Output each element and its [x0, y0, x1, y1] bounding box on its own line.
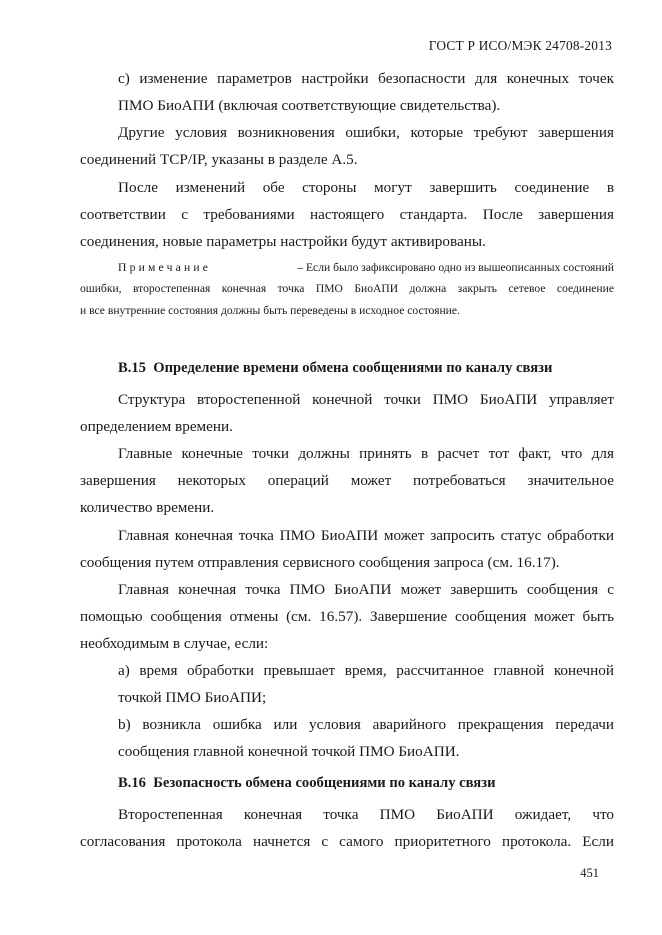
page-number: 451	[580, 866, 599, 880]
b15-paragraph-2-line-3: количество времени.	[80, 499, 215, 516]
b15-paragraph-4-line-1: Главная конечная точка ПМО БиоАПИ может завершить сообщения с	[118, 581, 614, 598]
note-line-1	[118, 261, 614, 275]
b15-paragraph-4-line-2: помощью сообщения отмены (см. 16.57). Завершение сообщения может быть	[80, 608, 614, 625]
b15-paragraph-2-line-2: завершения некоторых операций может потребоваться значительное	[80, 472, 614, 489]
running-header: ГОСТ Р ИСО/МЭК 24708-2013	[428, 38, 612, 53]
b15-item-b-line-2: сообщения главной конечной точкой ПМО БиоАПИ.	[118, 743, 460, 760]
b15-item-a-line-2: точкой ПМО БиоАПИ;	[118, 689, 267, 706]
note-line-2: ошибки, второстепенная конечная точка ПМО БиоАПИ должна закрыть сетевое соединение	[80, 282, 614, 295]
section-b16-number: B.16	[118, 775, 146, 791]
note-line-3: и все внутренние состояния должны быть переведены в исходное состояние.	[80, 304, 460, 317]
b15-paragraph-3-line-2: сообщения путем отправления сервисного сообщения запроса (см. 16.17).	[80, 554, 560, 571]
paragraph-other-errors-line-2: соединений TCP/IP, указаны в разделе А.5.	[80, 151, 358, 168]
note-label: Примечание	[118, 261, 212, 274]
b15-paragraph-2-line-1: Главные конечные точки должны принять в расчет тот факт, что для	[118, 445, 614, 462]
section-b15-number: B.15	[118, 360, 146, 376]
b15-item-b-line-1: b) возникла ошибка или условия аварийного прекращения передачи	[118, 716, 614, 733]
b15-paragraph-1-line-2: определением времени.	[80, 418, 233, 435]
section-b15-title: Определение времени обмена сообщениями по каналу связи	[153, 360, 553, 376]
b16-paragraph-1-line-1: Второстепенная конечная точка ПМО БиоАПИ ожидает, что	[118, 806, 614, 823]
item-c-line-1: c) изменение параметров настройки безопасности для конечных точек	[118, 70, 614, 87]
paragraph-after-changes-line-3: соединения, новые параметры настройки будут активированы.	[80, 233, 486, 250]
paragraph-other-errors-line-1: Другие условия возникновения ошибки, которые требуют завершения	[118, 124, 614, 141]
paragraph-after-changes-line-1: После изменений обе стороны могут завершить соединение в	[118, 179, 614, 196]
b15-paragraph-4-line-3: необходимым в случае, если:	[80, 635, 269, 652]
section-b16-title: Безопасность обмена сообщениями по каналу связи	[153, 775, 496, 791]
item-c-line-2: ПМО БиоАПИ (включая соответствующие свидетельства).	[118, 97, 501, 114]
paragraph-after-changes-line-2: соответствии с требованиями настоящего стандарта. После завершения	[80, 206, 614, 223]
b15-item-a-line-1: a) время обработки превышает время, рассчитанное главной конечной	[118, 662, 614, 679]
b15-paragraph-3-line-1: Главная конечная точка ПМО БиоАПИ может запросить статус обработки	[118, 527, 614, 544]
b16-paragraph-1-line-2: согласования протокола начнется с самого приоритетного протокола. Если	[80, 833, 614, 850]
b15-paragraph-1-line-1: Структура второстепенной конечной точки ПМО БиоАПИ управляет	[118, 391, 614, 408]
section-b16-heading	[118, 774, 495, 792]
section-b15-heading	[118, 359, 552, 377]
note-line-1-text: – Если было зафиксировано одно из вышеописанных состояний	[297, 261, 614, 274]
